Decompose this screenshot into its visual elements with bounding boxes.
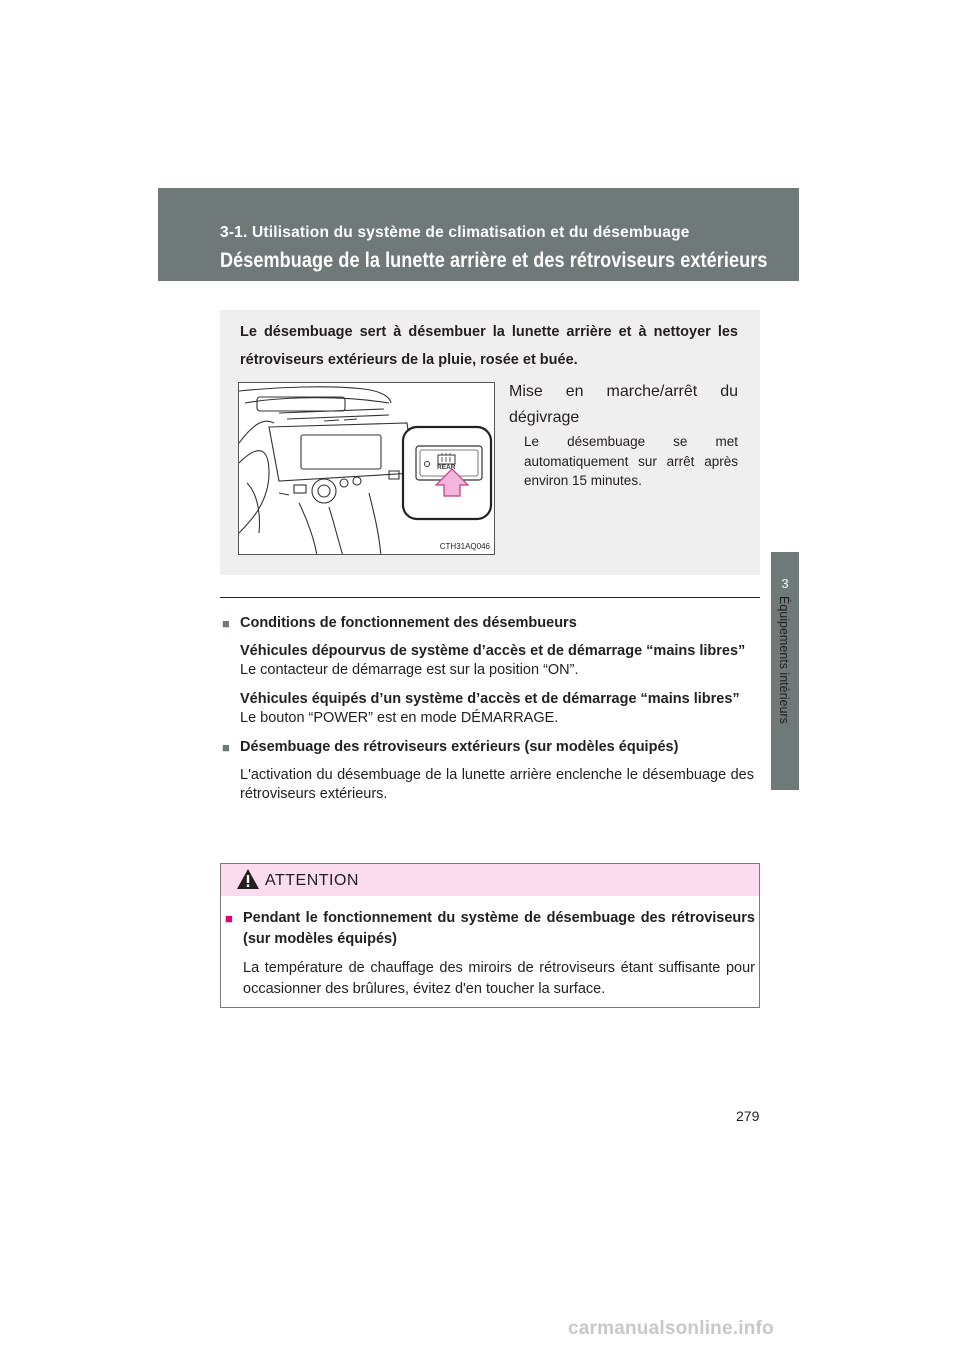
callout-body: Le désembuage se met automatiquement sur arrêt après environ 15 minutes. (524, 434, 738, 488)
body-text: Le bouton “POWER” est en mode DÉMARRAGE. (240, 710, 559, 726)
sub-heading: Véhicules équipés d’un système d’accès et de démarrage “mains libres” (240, 691, 740, 707)
warning-item-text: La température de chauffage des miroirs de rétroviseurs étant suffisante pour occasionner des brûlures, évitez d'en toucher la surface. (243, 960, 755, 997)
square-bullet-icon: ■ (225, 911, 233, 926)
item-title: Conditions de fonctionnement des désembueurs (240, 615, 577, 631)
figure-code: CTH31AQ046 (439, 542, 490, 551)
item-heading (222, 738, 754, 757)
item-body (222, 766, 754, 804)
item-title: Désembuage des rétroviseurs extérieurs (sur modèles équipés) (240, 739, 679, 755)
callout-title: Mise en marche/arrêt du dégivrage (509, 383, 738, 426)
chapter-title: Équipements intérieurs (777, 596, 791, 724)
square-bullet-icon: ■ (222, 616, 230, 631)
section-label: 3-1. Utilisation du système de climatisation et du désembuage (220, 224, 690, 241)
chapter-number: 3 (781, 576, 789, 591)
warning-item (225, 908, 755, 1000)
warning-box (220, 863, 760, 1008)
body-content (222, 614, 754, 812)
page-title: Désembuage de la lunette arrière et des rétroviseurs extérieurs (220, 249, 768, 272)
intro-text: Le désembuage sert à désembuer la lunette arrière et à nettoyer les rétroviseurs extérieurs de la pluie, rosée et buée. (240, 324, 738, 368)
page-number: 279 (736, 1108, 760, 1124)
square-bullet-icon: ■ (222, 740, 230, 755)
section-divider (220, 597, 760, 598)
watermark: carmanualsonline.info (568, 1318, 774, 1339)
warning-item-title: Pendant le fonctionnement du système de désembuage des rétroviseurs (sur modèles équipés) (243, 910, 755, 947)
item-body (222, 642, 754, 728)
rear-defogger-button-label: REAR (437, 464, 456, 471)
sub-heading: Véhicules dépourvus de système d’accès et de démarrage “mains libres” (240, 643, 746, 659)
dashboard-illustration (238, 382, 495, 555)
dashboard-drawing (239, 383, 495, 555)
body-text: Le contacteur de démarrage est sur la position “ON”. (240, 662, 579, 678)
item-heading (222, 614, 754, 633)
warning-item-heading (225, 908, 755, 950)
body-text: L'activation du désembuage de la lunette arrière enclenche le désembuage des rétroviseurs extérieurs. (240, 767, 754, 802)
warning-label: ATTENTION (265, 872, 359, 889)
warning-header (221, 864, 759, 896)
warning-triangle-icon (236, 868, 260, 890)
